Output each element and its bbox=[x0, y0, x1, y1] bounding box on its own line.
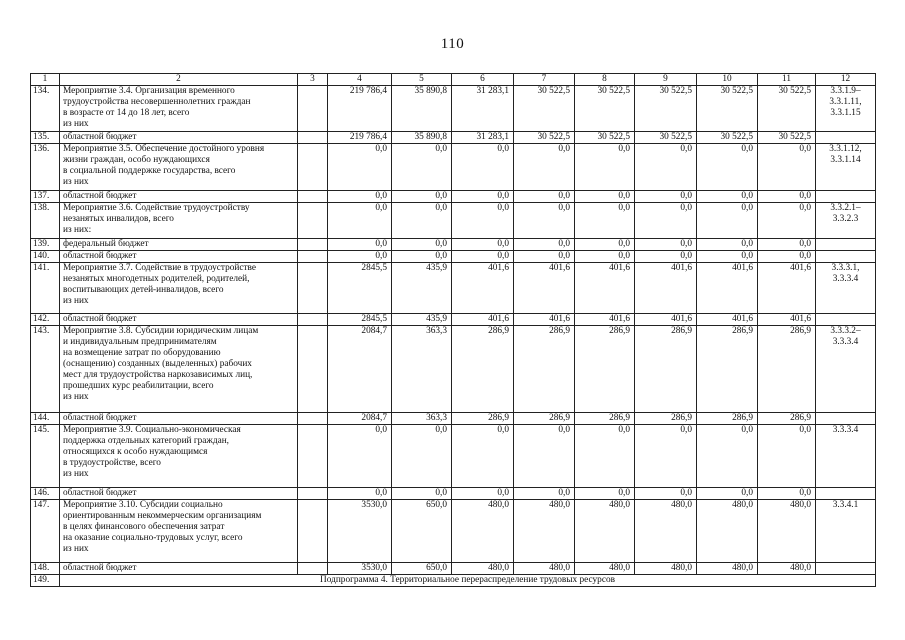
value-cell: 286,9 bbox=[697, 326, 758, 413]
table-row bbox=[31, 191, 876, 203]
value-cell: 0,0 bbox=[328, 239, 392, 251]
value-cell: 0,0 bbox=[697, 488, 758, 500]
column-header: 3 bbox=[298, 74, 328, 86]
column-3-cell bbox=[298, 251, 328, 263]
value-cell: 435,9 bbox=[392, 263, 452, 314]
row-description: областной бюджет bbox=[60, 191, 298, 203]
value-cell: 480,0 bbox=[514, 500, 575, 563]
value-cell: 2845,5 bbox=[328, 314, 392, 326]
value-cell: 0,0 bbox=[392, 203, 452, 239]
table-row bbox=[31, 239, 876, 251]
value-cell: 3530,0 bbox=[328, 500, 392, 563]
indicator-code bbox=[816, 413, 876, 425]
table-row bbox=[31, 425, 876, 488]
value-cell: 401,6 bbox=[575, 314, 635, 326]
row-description: областной бюджет bbox=[60, 314, 298, 326]
column-3-cell bbox=[298, 132, 328, 144]
header-row bbox=[31, 74, 876, 86]
value-cell: 0,0 bbox=[392, 191, 452, 203]
value-cell: 0,0 bbox=[392, 488, 452, 500]
value-cell: 0,0 bbox=[328, 203, 392, 239]
value-cell: 286,9 bbox=[758, 326, 816, 413]
value-cell: 30 522,5 bbox=[697, 132, 758, 144]
value-cell: 401,6 bbox=[452, 314, 514, 326]
value-cell: 650,0 bbox=[392, 563, 452, 575]
value-cell: 30 522,5 bbox=[758, 132, 816, 144]
indicator-code bbox=[816, 314, 876, 326]
value-cell: 286,9 bbox=[697, 413, 758, 425]
row-description: Мероприятие 3.7. Содействие в трудоустройстве незанятых многодетных родителей, родителей, воспитывающих детей-инвалидов, всего из них bbox=[60, 263, 298, 314]
indicator-code: 3.3.4.1 bbox=[816, 500, 876, 563]
value-cell: 0,0 bbox=[514, 191, 575, 203]
value-cell: 0,0 bbox=[758, 191, 816, 203]
value-cell: 401,6 bbox=[697, 314, 758, 326]
indicator-code bbox=[816, 251, 876, 263]
value-cell: 480,0 bbox=[452, 500, 514, 563]
value-cell: 286,9 bbox=[452, 413, 514, 425]
column-3-cell bbox=[298, 326, 328, 413]
value-cell: 0,0 bbox=[328, 251, 392, 263]
row-number: 143. bbox=[31, 326, 60, 413]
table-row bbox=[31, 86, 876, 132]
value-cell: 435,9 bbox=[392, 314, 452, 326]
column-3-cell bbox=[298, 500, 328, 563]
row-description: областной бюджет bbox=[60, 413, 298, 425]
row-number: 135. bbox=[31, 132, 60, 144]
row-description: Мероприятие 3.4. Организация временного трудоустройства несовершеннолетних граждан в возрасте от 14 до 18 лет, всего из них bbox=[60, 86, 298, 132]
budget-table bbox=[30, 73, 876, 587]
row-number: 144. bbox=[31, 413, 60, 425]
indicator-code bbox=[816, 239, 876, 251]
value-cell: 2084,7 bbox=[328, 413, 392, 425]
row-description: Мероприятие 3.8. Субсидии юридическим лицам и индивидуальным предпринимателям на возмещение затрат по оборудованию (оснащению) созданных (выделенных) рабочих мест для трудоустройства наркозависимых лиц, прошедших курс реабилитации, всего из них bbox=[60, 326, 298, 413]
value-cell: 0,0 bbox=[452, 191, 514, 203]
column-3-cell bbox=[298, 413, 328, 425]
value-cell: 286,9 bbox=[635, 413, 697, 425]
table-row bbox=[31, 132, 876, 144]
indicator-code: 3.3.1.12, 3.3.1.14 bbox=[816, 144, 876, 191]
subprogram-title: Подпрограмма 4. Территориальное перераспределение трудовых ресурсов bbox=[60, 575, 876, 587]
column-3-cell bbox=[298, 563, 328, 575]
column-header: 10 bbox=[697, 74, 758, 86]
table-row bbox=[31, 144, 876, 191]
row-description: Мероприятие 3.6. Содействие трудоустройству незанятых инвалидов, всего из них: bbox=[60, 203, 298, 239]
value-cell: 0,0 bbox=[758, 144, 816, 191]
indicator-code bbox=[816, 563, 876, 575]
value-cell: 401,6 bbox=[635, 263, 697, 314]
table-row bbox=[31, 563, 876, 575]
column-3-cell bbox=[298, 191, 328, 203]
value-cell: 286,9 bbox=[514, 413, 575, 425]
value-cell: 0,0 bbox=[575, 488, 635, 500]
value-cell: 0,0 bbox=[697, 144, 758, 191]
row-number: 147. bbox=[31, 500, 60, 563]
value-cell: 0,0 bbox=[452, 425, 514, 488]
value-cell: 0,0 bbox=[758, 203, 816, 239]
value-cell: 0,0 bbox=[328, 191, 392, 203]
value-cell: 0,0 bbox=[328, 488, 392, 500]
indicator-code: 3.3.3.1, 3.3.3.4 bbox=[816, 263, 876, 314]
row-number: 138. bbox=[31, 203, 60, 239]
value-cell: 0,0 bbox=[697, 425, 758, 488]
indicator-code: 3.3.1.9– 3.3.1.11, 3.3.1.15 bbox=[816, 86, 876, 132]
column-header: 4 bbox=[328, 74, 392, 86]
value-cell: 0,0 bbox=[575, 203, 635, 239]
column-header: 9 bbox=[635, 74, 697, 86]
value-cell: 480,0 bbox=[635, 563, 697, 575]
indicator-code: 3.3.2.1– 3.3.2.3 bbox=[816, 203, 876, 239]
row-number: 146. bbox=[31, 488, 60, 500]
row-number: 145. bbox=[31, 425, 60, 488]
table-row bbox=[31, 314, 876, 326]
row-description: областной бюджет bbox=[60, 132, 298, 144]
value-cell: 401,6 bbox=[697, 263, 758, 314]
value-cell: 30 522,5 bbox=[514, 132, 575, 144]
value-cell: 0,0 bbox=[328, 425, 392, 488]
column-header: 8 bbox=[575, 74, 635, 86]
column-3-cell bbox=[298, 203, 328, 239]
column-header: 7 bbox=[514, 74, 575, 86]
value-cell: 650,0 bbox=[392, 500, 452, 563]
value-cell: 219 786,4 bbox=[328, 132, 392, 144]
column-3-cell bbox=[298, 488, 328, 500]
value-cell: 0,0 bbox=[452, 203, 514, 239]
table-row bbox=[31, 251, 876, 263]
column-header: 1 bbox=[31, 74, 60, 86]
value-cell: 286,9 bbox=[575, 326, 635, 413]
value-cell: 0,0 bbox=[452, 251, 514, 263]
page-number: 110 bbox=[440, 36, 465, 52]
column-3-cell bbox=[298, 86, 328, 132]
row-number: 141. bbox=[31, 263, 60, 314]
column-3-cell bbox=[298, 239, 328, 251]
value-cell: 0,0 bbox=[392, 251, 452, 263]
value-cell: 0,0 bbox=[575, 425, 635, 488]
column-header: 11 bbox=[758, 74, 816, 86]
column-header: 5 bbox=[392, 74, 452, 86]
value-cell: 0,0 bbox=[635, 251, 697, 263]
row-number: 137. bbox=[31, 191, 60, 203]
value-cell: 30 522,5 bbox=[635, 86, 697, 132]
row-number: 149. bbox=[31, 575, 60, 587]
value-cell: 363,3 bbox=[392, 326, 452, 413]
value-cell: 480,0 bbox=[575, 500, 635, 563]
value-cell: 0,0 bbox=[575, 251, 635, 263]
value-cell: 0,0 bbox=[514, 488, 575, 500]
table-row bbox=[31, 326, 876, 413]
value-cell: 480,0 bbox=[452, 563, 514, 575]
table-row bbox=[31, 575, 876, 587]
indicator-code: 3.3.3.2– 3.3.3.4 bbox=[816, 326, 876, 413]
value-cell: 0,0 bbox=[575, 239, 635, 251]
table-row bbox=[31, 413, 876, 425]
value-cell: 30 522,5 bbox=[575, 86, 635, 132]
value-cell: 0,0 bbox=[758, 425, 816, 488]
row-number: 142. bbox=[31, 314, 60, 326]
value-cell: 30 522,5 bbox=[514, 86, 575, 132]
value-cell: 219 786,4 bbox=[328, 86, 392, 132]
value-cell: 30 522,5 bbox=[575, 132, 635, 144]
value-cell: 401,6 bbox=[452, 263, 514, 314]
value-cell: 31 283,1 bbox=[452, 132, 514, 144]
value-cell: 0,0 bbox=[697, 251, 758, 263]
value-cell: 0,0 bbox=[328, 144, 392, 191]
value-cell: 480,0 bbox=[697, 500, 758, 563]
row-description: областной бюджет bbox=[60, 251, 298, 263]
value-cell: 0,0 bbox=[452, 488, 514, 500]
row-description: областной бюджет bbox=[60, 488, 298, 500]
value-cell: 0,0 bbox=[758, 239, 816, 251]
indicator-code bbox=[816, 488, 876, 500]
value-cell: 30 522,5 bbox=[635, 132, 697, 144]
value-cell: 401,6 bbox=[575, 263, 635, 314]
value-cell: 0,0 bbox=[635, 191, 697, 203]
value-cell: 0,0 bbox=[514, 203, 575, 239]
row-description: Мероприятие 3.10. Субсидии социально ориентированным некоммерческим организациям в целях финансового обеспечения затрат на оказание социально-трудовых услуг, всего из них bbox=[60, 500, 298, 563]
row-number: 134. bbox=[31, 86, 60, 132]
column-3-cell bbox=[298, 314, 328, 326]
value-cell: 286,9 bbox=[575, 413, 635, 425]
value-cell: 2084,7 bbox=[328, 326, 392, 413]
value-cell: 0,0 bbox=[575, 144, 635, 191]
column-header: 12 bbox=[816, 74, 876, 86]
indicator-code: 3.3.3.4 bbox=[816, 425, 876, 488]
value-cell: 30 522,5 bbox=[758, 86, 816, 132]
value-cell: 30 522,5 bbox=[697, 86, 758, 132]
table-row bbox=[31, 263, 876, 314]
value-cell: 0,0 bbox=[635, 425, 697, 488]
value-cell: 401,6 bbox=[758, 263, 816, 314]
value-cell: 0,0 bbox=[392, 239, 452, 251]
value-cell: 0,0 bbox=[514, 239, 575, 251]
value-cell: 0,0 bbox=[452, 239, 514, 251]
row-number: 140. bbox=[31, 251, 60, 263]
value-cell: 0,0 bbox=[697, 239, 758, 251]
value-cell: 480,0 bbox=[514, 563, 575, 575]
value-cell: 363,3 bbox=[392, 413, 452, 425]
row-description: Мероприятие 3.5. Обеспечение достойного уровня жизни граждан, особо нуждающихся в социальной поддержке государства, всего из них bbox=[60, 144, 298, 191]
value-cell: 0,0 bbox=[635, 203, 697, 239]
value-cell: 0,0 bbox=[392, 144, 452, 191]
value-cell: 480,0 bbox=[575, 563, 635, 575]
column-3-cell bbox=[298, 425, 328, 488]
value-cell: 480,0 bbox=[758, 500, 816, 563]
row-number: 148. bbox=[31, 563, 60, 575]
column-header: 6 bbox=[452, 74, 514, 86]
value-cell: 0,0 bbox=[514, 425, 575, 488]
indicator-code bbox=[816, 132, 876, 144]
row-description: областной бюджет bbox=[60, 563, 298, 575]
row-description: Мероприятие 3.9. Социально-экономическая поддержка отдельных категорий граждан, относящихся к особо нуждающимся в трудоустройстве, всего из них bbox=[60, 425, 298, 488]
value-cell: 35 890,8 bbox=[392, 86, 452, 132]
value-cell: 0,0 bbox=[635, 239, 697, 251]
value-cell: 35 890,8 bbox=[392, 132, 452, 144]
value-cell: 401,6 bbox=[514, 263, 575, 314]
value-cell: 480,0 bbox=[635, 500, 697, 563]
value-cell: 0,0 bbox=[514, 251, 575, 263]
value-cell: 401,6 bbox=[635, 314, 697, 326]
value-cell: 3530,0 bbox=[328, 563, 392, 575]
value-cell: 480,0 bbox=[697, 563, 758, 575]
indicator-code bbox=[816, 191, 876, 203]
value-cell: 286,9 bbox=[514, 326, 575, 413]
value-cell: 0,0 bbox=[514, 144, 575, 191]
value-cell: 286,9 bbox=[758, 413, 816, 425]
value-cell: 31 283,1 bbox=[452, 86, 514, 132]
table-row bbox=[31, 488, 876, 500]
table-row bbox=[31, 203, 876, 239]
value-cell: 0,0 bbox=[758, 488, 816, 500]
value-cell: 480,0 bbox=[758, 563, 816, 575]
value-cell: 0,0 bbox=[697, 191, 758, 203]
value-cell: 0,0 bbox=[575, 191, 635, 203]
column-3-cell bbox=[298, 144, 328, 191]
value-cell: 401,6 bbox=[758, 314, 816, 326]
value-cell: 0,0 bbox=[452, 144, 514, 191]
value-cell: 0,0 bbox=[392, 425, 452, 488]
row-number: 139. bbox=[31, 239, 60, 251]
value-cell: 286,9 bbox=[452, 326, 514, 413]
row-number: 136. bbox=[31, 144, 60, 191]
value-cell: 401,6 bbox=[514, 314, 575, 326]
table-row bbox=[31, 500, 876, 563]
value-cell: 286,9 bbox=[635, 326, 697, 413]
row-description: федеральный бюджет bbox=[60, 239, 298, 251]
value-cell: 0,0 bbox=[758, 251, 816, 263]
column-3-cell bbox=[298, 263, 328, 314]
value-cell: 0,0 bbox=[635, 488, 697, 500]
value-cell: 2845,5 bbox=[328, 263, 392, 314]
value-cell: 0,0 bbox=[635, 144, 697, 191]
value-cell: 0,0 bbox=[697, 203, 758, 239]
column-header: 2 bbox=[60, 74, 298, 86]
